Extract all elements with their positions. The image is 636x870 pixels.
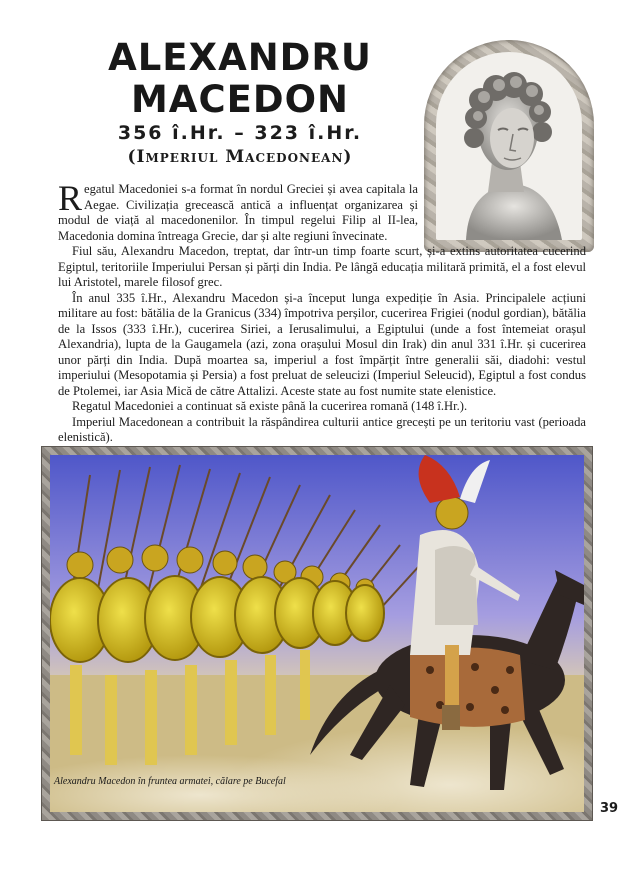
paragraph-4: Regatul Macedoniei a continuat să existe până la cucerirea romană (148 î.Hr.). — [72, 399, 468, 413]
title-line-1: ALEXANDRU — [108, 36, 372, 79]
battle-illustration — [50, 455, 584, 812]
title-line-2: MACEDON — [130, 78, 349, 121]
drop-cap: R — [58, 178, 83, 218]
illustration-frame — [42, 447, 592, 820]
paragraph-3: În anul 335 î.Hr., Alexandru Macedon și-a început lunga expediție în Asia. Principalele acțiuni militare au fost: bătălia de la Granicus (334) împotriva perșilor, cucerirea Frigiei (nodul gordian), bătălia de la Issos (333 î.Hr.), cucerirea Siriei, a Ierusalimului, a Egiptului (unde a fost întemeiat orașul Alexandria), lupta de la Gaugamela (azi, zona orașului Mosul din Irak) din anul 331 î.Hr. și cucerirea unor părți din India. După moartea sa, imperiul a fost împărțit între generalii săi, diadohi: vestul imperiului (Mesopotamia și Persia) a fost preluat de seleucizi (Imperiul Seleucid), Egiptul a fost condus de Ptolemei, iar Asia Mică de către Attalizi. Aceste state au fost numite state elenistice. — [58, 290, 586, 398]
paragraph-1: egatul Macedoniei s-a format în nordul Greciei și avea capitala la Aegae. Civilizația grecească antică a influențat organizarea și modul de viață al macedonenilor. În timpul regelui Filip al II-lea, Macedonia domina întreaga Grecie, dar și alte regiuni învecinate. — [58, 182, 418, 243]
page-number: 39 — [600, 801, 619, 816]
dates: 356 î.Hr. – 323 î.Hr. — [117, 122, 363, 144]
paragraph-5: Imperiul Macedonean a contribuit la răspândirea culturii antice grecești pe un teritoriu vast (perioada elenistică). — [58, 414, 586, 444]
empire-subtitle: (Imperiul Macedonean) — [127, 147, 353, 167]
body-text — [58, 178, 586, 446]
paragraph-2: Fiul său, Alexandru Macedon, treptat, dar într-un timp foarte scurt, și-a extins autoritatea cucerind Egiptul, teritoriile Imperiului Persan și părți din India. Pe lângă educația militară primită, el a fost elevul lui Aristotel, marele filosof grec. — [58, 244, 586, 289]
illustration-caption: Alexandru Macedon în fruntea armatei, călare pe Bucefal — [54, 776, 286, 787]
